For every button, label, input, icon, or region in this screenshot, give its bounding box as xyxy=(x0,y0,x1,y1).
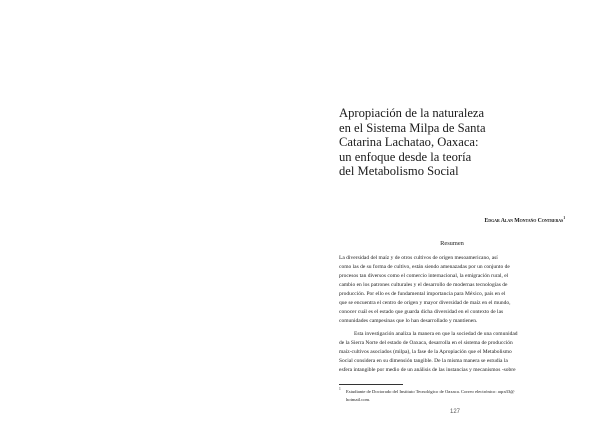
title-line: Catarina Lachatao, Oaxaca: xyxy=(339,135,479,150)
body-line: maíz-cultivos asociados (milpa), la fase de la Apropiación que el Metabolismo xyxy=(339,349,512,355)
footnote-line: hotmail.com. xyxy=(346,397,371,402)
abstract-line: La diversidad del maíz y de otros cultivos de origen mesoamericano, así xyxy=(339,255,498,261)
body-line: de la Sierra Norte del estado de Oaxaca, desarrolla en el sistema de producción xyxy=(339,340,513,346)
title-line: Apropiación de la naturaleza xyxy=(339,106,485,120)
abstract-line: procesos tan diversos como el comercio internacional, la emigración rural, el xyxy=(339,273,509,279)
page-number: 127 xyxy=(449,409,460,415)
title-line: del Metabolismo Social xyxy=(339,164,459,179)
abstract-line: que se encuentra el centro de origen y mayor diversidad de maíz en el mundo, xyxy=(339,300,511,306)
body-line: Esta investigación analiza la manera en que la sociedad de una comunidad xyxy=(354,331,518,337)
article-title xyxy=(339,106,569,179)
body-line: esfera intangible por medio de un análisis de las instancias y mecanismos -sobre xyxy=(339,367,516,373)
abstract-line: cambio en los patrones culturales y el desarrollo de modernas tecnologías de xyxy=(339,282,508,288)
abstract-heading: Resumen xyxy=(440,240,464,247)
abstract-line: como las de su forma de cultivo, están siendo amenazadas por un conjunto de xyxy=(339,264,510,270)
title-line: en el Sistema Milpa de Santa xyxy=(339,120,486,135)
author-footnote-marker: 1 xyxy=(563,216,565,220)
footnote-separator xyxy=(339,384,403,385)
body-line: Social considera en su dimensión tangible. De la misma manera se estudia la xyxy=(339,358,508,364)
abstract-line: producción. Por ello es de fundamental importancia para México, país en el xyxy=(339,291,506,297)
footnote-marker: 1 xyxy=(339,387,341,391)
abstract-line: comunidades campesinas que lo han desarrollado y mantienen. xyxy=(339,318,478,324)
footnote-line: Estudiante de Doctorado del Instituto Tecnológico de Oaxaca. Correo electrónico: aqra33@ xyxy=(346,389,515,394)
author-text: Edgar Alan Montaño Contreras xyxy=(484,217,564,224)
abstract-line: conocer cuál es el estado que guarda dicha diversidad en el contexto de las xyxy=(339,309,504,315)
author-name xyxy=(339,216,565,224)
title-line: un enfoque desde la teoría xyxy=(339,149,472,164)
